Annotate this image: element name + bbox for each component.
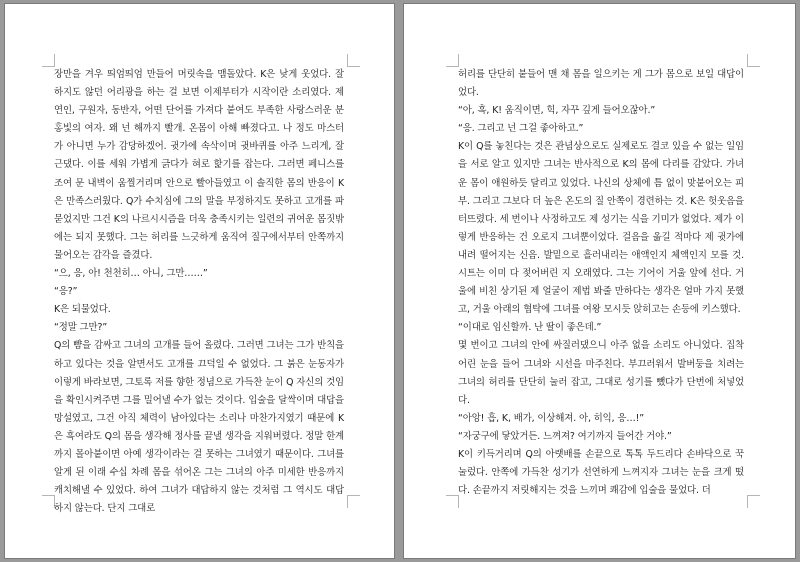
crop-mark-bottom-right	[747, 495, 760, 508]
paragraph: “으, 응, 아! 천천히… 아니, 그만……”	[54, 268, 208, 280]
page-body-text[interactable]	[458, 66, 744, 498]
paragraph: K이 키득거리며 Q의 아랫배를 손끝으로 톡톡 두드리다 손바닥으로 꾹 눌렀다. 안쪽에 가득찬 성기가 선연하게 느껴지자 그녀는 눈을 크게 떴다. 손끝까지 저릿해지는 것을 느끼며 쾌감에 입술을 물었다. 더	[458, 448, 744, 497]
paragraph: 장만을 겨우 띄엄띄엄 만들어 머릿속을 맴돌았다. K은 낮게 웃었다. 잘 하지도 않던 어리광을 하는 걸 보면 이제부터가 시작이란 소리였다. 제 연인, 구원자, 동반자, 어떤 단어를 가져다 붙여도 부족한 사랑스러운 분홍빛의 여자. 왜 넌 해까지 빨개. 온몸이 아해 빠졌다고. 나 정도 마스터가 아니면 누가 감당하겠어. 귓가에 속삭이며 귓바퀴를 아주 느리게, 잘근댔다. 이를 세워 가볍게 긁다가 혀로 핥기를 잡는다. 그러면 페니스를 조여 문 내벽이 움찔거리며 안으로 빨아들였고 이 솔직한 몸의 반응이 K은 만족스러웠다. Q가 수치심에 그의 말을 부정하지도 못하고 고개를 파묻었지만 그건 K의 나르시시즘을 더욱 충족시키는 일련의 귀여운 몸짓밖에는 되지 못했다. 그는 허리를 느긋하게 움직여 질구에서부터 안쪽까지 물어오는 감각을 즐겼다.	[54, 69, 344, 261]
document-page-right	[404, 4, 795, 558]
paragraph: K이 Q를 놓친다는 것은 관념상으로도 실제로도 결코 있을 수 없는 일임을 서로 알고 있지만 그녀는 반사적으로 K의 몸에 다리를 감았다. 가녀운 몸이 애원하듯 달리고 있었다. 나신의 상체에 틈 없이 맞붙어오는 피부. 그리고 그보다 더 높은 온도의 질 안쪽이 경련하는 것. K은 헛웃음을 터뜨렸다. 세 번이나 사정하고도 제 성기는 식을 기미가 없었다. 제가 이렇게 반응하는 건 오로지 그녀뿐이었다. 걸음을 옮길 적마다 제 귓가에 내려 떨어지는 신음. 발밑으로 흘러내리는 애액인지 체액인지 모를 것. 시트는 이미 다 젖어버린 지 오래였다. 그는 기어이 거울 앞에 선다. 거울에 비친 상기된 제 얼굴이 제법 봐줄 만하다는 생각은 얼마 가지 못했고, 거울 아래의 협탁에 그녀를 여왕 모시듯 앉히고는 손등에 키스했다.	[458, 141, 744, 316]
crop-mark-top-right	[747, 54, 760, 67]
crop-mark-bottom-right	[347, 495, 360, 508]
paragraph: “아, 흑, K! 움직이면, 힉, 자꾸 깊게 들어오잖아.”	[458, 105, 656, 117]
paragraph: K은 되물었다.	[54, 304, 111, 316]
paragraph: “응. 그리고 넌 그걸 좋아하고.”	[458, 123, 584, 135]
document-page-left	[5, 4, 394, 558]
paragraph: “아앙! 흡, K, 배가, 이상해져. 아, 히익, 응…!”	[458, 412, 645, 424]
page-body-text[interactable]	[54, 66, 344, 515]
crop-mark-top-right	[347, 54, 360, 67]
paragraph: 몇 번이고 그녀의 안에 싸질러댔으니 아주 없을 소리도 아니었다. 집착 어린 눈을 들어 그녀와 시선을 마주친다. 부끄러워서 발버둥을 치려는 그녀의 허리를 단단히 눌러 잡고, 그대로 성기를 뺐다가 단번에 처넣었다.	[458, 340, 744, 406]
paragraph: Q의 뺨을 감싸고 그녀의 고개를 들어 올렸다. 그러면 그녀는 그가 반칙을 하고 있다는 것을 알면서도 고개를 끄덕일 수 없었다. 그 붉은 눈동자가 이렇게 바라보면, 그토록 저를 향한 정념으로 가득찬 눈이 Q 자신의 것임을 확인시켜주면 그를 밀어낼 수가 없는 것이다. 입술을 달싹이며 대답을 망설였고, 그건 아직 체력이 남아있다는 소리나 마찬가지였기 때문에 K은 흑여라도 Q의 몸을 생각해 정사를 끝낼 생각을 지워버렸다. 정말 한계까지 몰아붙이면 아예 생각이라는 걸 못하는 그녀였기 때문이다. 그녀를 알게 된 이래 수십 차례 몸을 섞어온 그는 그녀의 아주 미세한 반응까지 캐치해낼 수 있었다. 하여 그녀가 대답하지 않는 것처럼 그 역시도 대답하지 않는다. 단지 그대로	[54, 340, 344, 515]
paragraph: “응?”	[54, 286, 78, 298]
paragraph: “정말 그만?”	[54, 322, 108, 334]
paragraph: “자궁구에 닿았거든. 느껴져? 여기까지 들어간 거야.”	[458, 430, 672, 442]
paragraph: “이대로 임신할까. 난 딸이 좋은데.”	[458, 322, 602, 334]
paragraph: 허리를 단단히 붙들어 맨 채 몸을 일으키는 게 그가 몸으로 보일 대답이었다.	[458, 69, 744, 99]
